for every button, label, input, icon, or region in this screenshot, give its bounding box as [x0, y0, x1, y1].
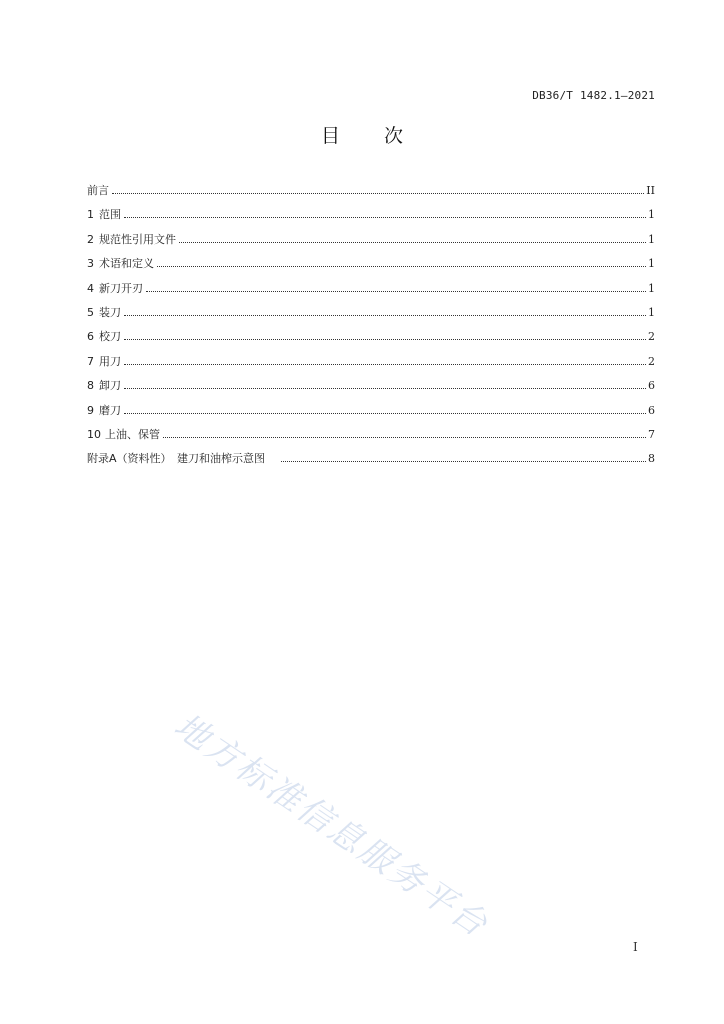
toc-entry-label: 规范性引用文件 [99, 232, 176, 246]
toc-entry-page: 1 [648, 232, 655, 246]
toc-entry-page: 7 [648, 427, 655, 441]
toc-leader-dots [124, 363, 646, 365]
toc-entry-label: 前言 [87, 184, 109, 197]
toc-entry-normative-references[interactable] [87, 233, 655, 257]
toc-entry-number: 1 [87, 208, 94, 222]
toc-leader-dots [163, 436, 646, 438]
toc-leader-dots [124, 216, 646, 218]
toc-entry-terms[interactable] [87, 257, 655, 281]
toc-entry-number: 7 [87, 354, 94, 368]
toc-leader-dots [157, 265, 646, 267]
toc-leader-dots [124, 314, 646, 316]
toc-entry-label: 新刀开刃 [99, 281, 143, 295]
toc-entry-label: 用刀 [99, 354, 121, 368]
toc-leader-dots [112, 192, 644, 194]
toc-leader-dots [124, 387, 646, 389]
toc-entry-page: II [646, 184, 655, 197]
toc-entry-page: 6 [648, 403, 655, 417]
toc-entry-label: 卸刀 [99, 379, 121, 393]
toc-entry-page: 8 [648, 452, 655, 466]
toc-entry-page: 1 [648, 257, 655, 271]
title-char-2: 次 [384, 125, 404, 147]
toc-entry-label: 附录A（资料性） 建刀和油榨示意图 [87, 452, 266, 466]
toc-entry-number: 5 [87, 305, 94, 319]
toc-entry-blade-mounting[interactable] [87, 306, 655, 330]
toc-entry-appendix-a[interactable] [87, 452, 655, 476]
toc-entry-page: 1 [648, 305, 655, 319]
toc-entry-oiling-storage[interactable] [87, 428, 655, 452]
toc-entry-number: 3 [87, 257, 94, 271]
page-number: I [633, 940, 638, 954]
toc-entry-foreword[interactable] [87, 184, 655, 208]
toc-entry-blade-removal[interactable] [87, 379, 655, 403]
toc-entry-label: 磨刀 [99, 403, 121, 417]
toc-entry-page: 1 [648, 208, 655, 222]
toc-entry-number: 9 [87, 403, 94, 417]
toc-leader-dots [179, 241, 646, 243]
toc-entry-page: 2 [648, 330, 655, 344]
toc-leader-dots [124, 412, 646, 414]
toc-leader-dots [124, 338, 646, 340]
table-of-contents [87, 184, 655, 477]
toc-entry-label: 校刀 [99, 330, 121, 344]
title-char-1: 目 [320, 125, 340, 147]
watermark-text: 地方标准信息服务平台 [166, 705, 496, 946]
toc-leader-dots [146, 290, 646, 292]
toc-entry-page: 2 [648, 354, 655, 368]
toc-entry-label: 装刀 [99, 305, 121, 319]
toc-entry-blade-use[interactable] [87, 355, 655, 379]
toc-entry-blade-calibration[interactable] [87, 330, 655, 354]
toc-entry-number: 8 [87, 379, 94, 393]
document-code: DB36/T 1482.1—2021 [532, 89, 655, 102]
toc-entry-new-blade-sharpening[interactable] [87, 282, 655, 306]
toc-entry-page: 1 [648, 281, 655, 295]
toc-leader-dots [281, 460, 646, 462]
toc-entry-number: 6 [87, 330, 94, 344]
toc-entry-label: 范围 [99, 208, 121, 222]
toc-entry-blade-grinding[interactable] [87, 404, 655, 428]
toc-entry-number: 10 [87, 427, 101, 441]
toc-entry-number: 2 [87, 232, 94, 246]
toc-entry-label: 术语和定义 [99, 257, 154, 271]
toc-entry-page: 6 [648, 379, 655, 393]
toc-entry-scope[interactable] [87, 208, 655, 232]
toc-entry-label: 上油、保管 [105, 427, 160, 441]
page-title [0, 121, 724, 148]
toc-entry-number: 4 [87, 281, 94, 295]
